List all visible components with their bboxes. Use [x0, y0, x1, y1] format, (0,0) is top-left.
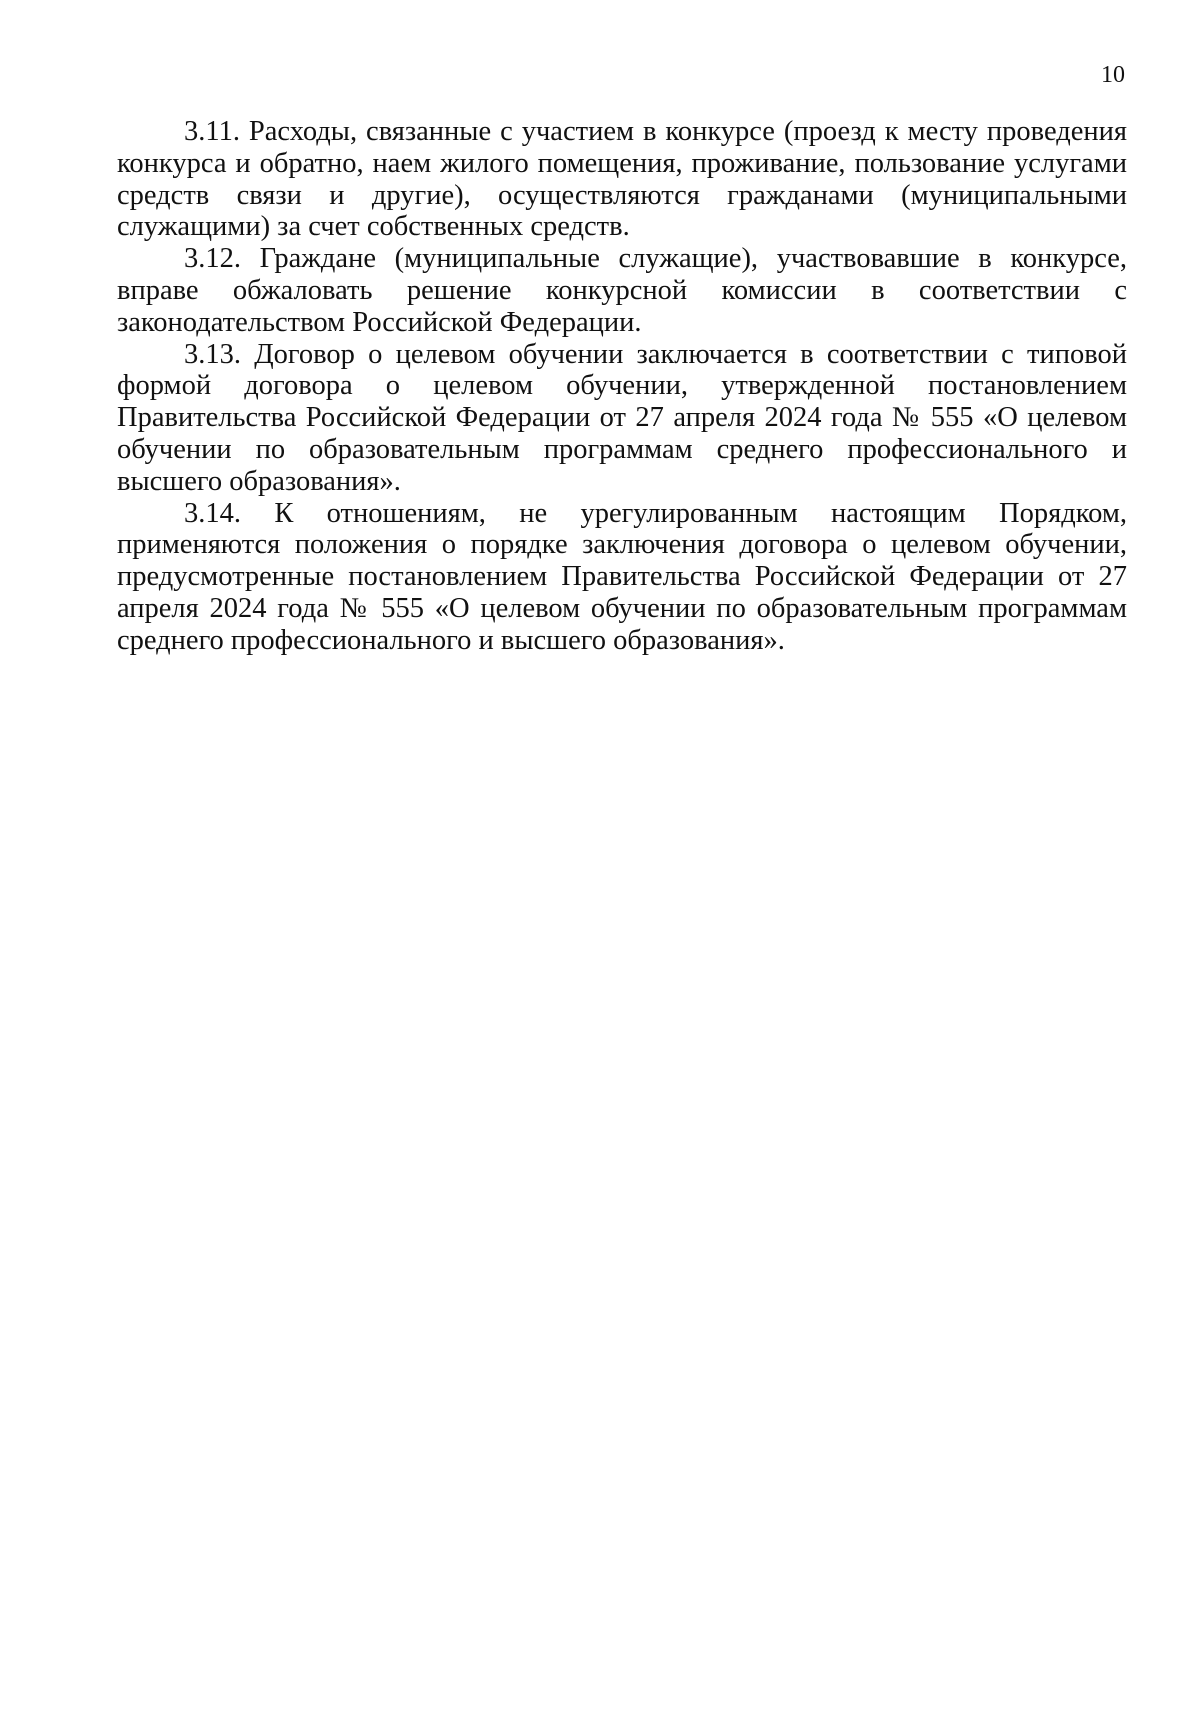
- paragraph-3-14: 3.14. К отношениям, не урегулированным настоящим Порядком, применяются положения о порядке заключения договора о целевом обучении, предусмотренные постановлением Правительства Российской Федерации от 27 апреля 2024 года № 555 «О целевом обучении по образовательным программам среднего профессионального и высшего образования».: [117, 497, 1127, 656]
- page-number: 10: [1101, 62, 1125, 88]
- paragraph-3-11: 3.11. Расходы, связанные с участием в конкурсе (проезд к месту проведения конкурса и обратно, наем жилого помещения, проживание, пользование услугами средств связи и другие), осуществляются гражданами (муниципальными служащими) за счет собственных средств.: [117, 116, 1127, 243]
- paragraph-3-12: 3.12. Граждане (муниципальные служащие), участвовавшие в конкурсе, вправе обжаловать решение конкурсной комиссии в соответствии с законодательством Российской Федерации.: [117, 243, 1127, 338]
- paragraph-3-13: 3.13. Договор о целевом обучении заключается в соответствии с типовой формой договора о целевом обучении, утвержденной постановлением Правительства Российской Федерации от 27 апреля 2024 года № 555 «О целевом обучении по образовательным программам среднего профессионального и высшего образования».: [117, 338, 1127, 497]
- document-body: [117, 116, 1127, 657]
